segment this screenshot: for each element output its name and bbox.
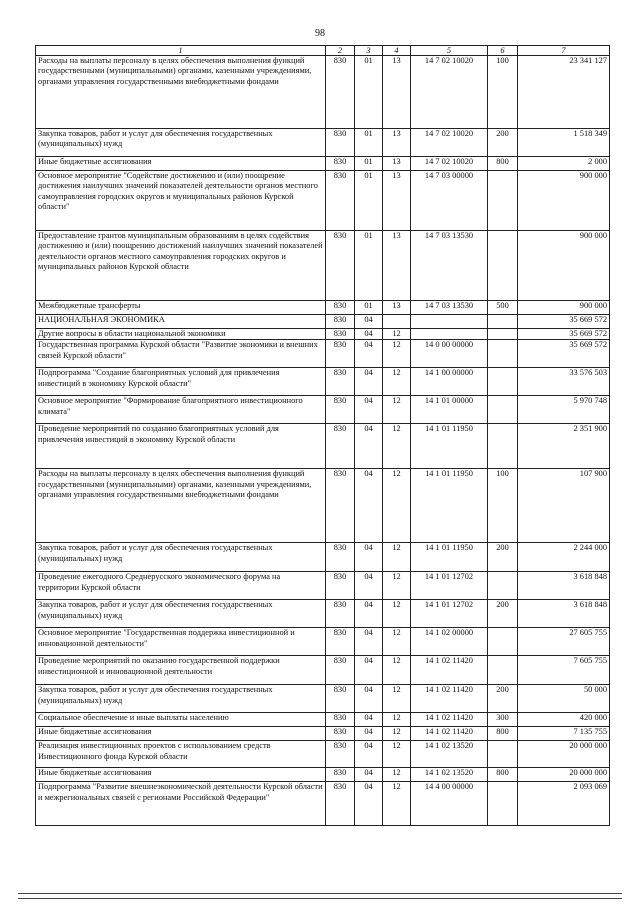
ministry-code-cell: 830: [326, 768, 355, 782]
target-code-cell: 14 1 02 13520: [411, 741, 488, 768]
section-code-cell: 04: [355, 782, 383, 826]
table-row: [36, 396, 610, 424]
row-name-cell: Иные бюджетные ассигнования: [36, 157, 326, 171]
row-name-cell: Расходы на выплаты персоналу в целях обеспечения выполнения функций государственными (муниципальными) органами, казенными учреждениями, органами управления государственными внебюджетными фондами: [36, 469, 326, 543]
row-name-cell: Закупка товаров, работ и услуг для обеспечения государственных (муниципальных) нужд: [36, 129, 326, 157]
subsection-code-cell: 12: [383, 600, 411, 628]
target-code-cell: 14 4 00 00000: [411, 782, 488, 826]
target-code-cell: [411, 315, 488, 329]
section-code-cell: 04: [355, 340, 383, 368]
header-cell: 5: [411, 46, 488, 56]
target-code-cell: 14 1 02 11420: [411, 656, 488, 685]
section-code-cell: 01: [355, 171, 383, 231]
row-name-cell: Предоставление грантов муниципальным образованиям в целях содействия достижению и (или) поощрению достижений наилучших значений показателей деятельности органов местного самоуправления городских округов и муниципальных районов Курской области: [36, 231, 326, 301]
amount-cell: 107 900: [518, 469, 610, 543]
header-cell: 6: [488, 46, 518, 56]
section-code-cell: 04: [355, 656, 383, 685]
table-row: [36, 628, 610, 656]
amount-cell: 35 669 572: [518, 329, 610, 340]
expense-type-cell: 800: [488, 727, 518, 741]
subsection-code-cell: 13: [383, 56, 411, 129]
ministry-code-cell: 830: [326, 727, 355, 741]
expense-type-cell: [488, 171, 518, 231]
row-name-cell: Иные бюджетные ассигнования: [36, 768, 326, 782]
subsection-code-cell: 13: [383, 129, 411, 157]
subsection-code-cell: 12: [383, 368, 411, 396]
budget-table: [35, 45, 610, 826]
target-code-cell: [411, 329, 488, 340]
table-row: [36, 741, 610, 768]
subsection-code-cell: 13: [383, 301, 411, 315]
expense-type-cell: [488, 782, 518, 826]
header-cell: 2: [326, 46, 355, 56]
subsection-code-cell: 13: [383, 157, 411, 171]
ministry-code-cell: 830: [326, 340, 355, 368]
ministry-code-cell: 830: [326, 56, 355, 129]
ministry-code-cell: 830: [326, 129, 355, 157]
row-name-cell: Закупка товаров, работ и услуг для обеспечения государственных (муниципальных) нужд: [36, 685, 326, 713]
header-cell: 7: [518, 46, 610, 56]
section-code-cell: 01: [355, 157, 383, 171]
table-row: [36, 171, 610, 231]
expense-type-cell: [488, 424, 518, 469]
ministry-code-cell: 830: [326, 685, 355, 713]
table-row: [36, 329, 610, 340]
target-code-cell: 14 1 00 00000: [411, 368, 488, 396]
target-code-cell: 14 1 01 00000: [411, 396, 488, 424]
expense-type-cell: [488, 315, 518, 329]
table-row: [36, 685, 610, 713]
section-code-cell: 01: [355, 301, 383, 315]
amount-cell: 35 669 572: [518, 315, 610, 329]
row-name-cell: Иные бюджетные ассигнования: [36, 727, 326, 741]
expense-type-cell: 200: [488, 543, 518, 572]
subsection-code-cell: [383, 315, 411, 329]
table-row: [36, 129, 610, 157]
section-code-cell: 04: [355, 768, 383, 782]
target-code-cell: 14 1 02 13520: [411, 768, 488, 782]
table-row: [36, 157, 610, 171]
section-code-cell: 04: [355, 628, 383, 656]
table-row: [36, 713, 610, 727]
expense-type-cell: [488, 340, 518, 368]
amount-cell: 20 000 000: [518, 741, 610, 768]
table-row: [36, 231, 610, 301]
target-code-cell: 14 1 02 00000: [411, 628, 488, 656]
expense-type-cell: 300: [488, 713, 518, 727]
subsection-code-cell: 12: [383, 572, 411, 600]
expense-type-cell: [488, 572, 518, 600]
amount-cell: 23 341 127: [518, 56, 610, 129]
row-name-cell: Государственная программа Курской области "Развитие экономики и внешних связей Курской области": [36, 340, 326, 368]
subsection-code-cell: 12: [383, 727, 411, 741]
expense-type-cell: [488, 628, 518, 656]
amount-cell: 2 351 900: [518, 424, 610, 469]
subsection-code-cell: 12: [383, 741, 411, 768]
table-row: [36, 543, 610, 572]
table-row: [36, 368, 610, 396]
section-code-cell: 04: [355, 396, 383, 424]
expense-type-cell: 800: [488, 157, 518, 171]
amount-cell: 2 244 000: [518, 543, 610, 572]
expense-type-cell: 200: [488, 129, 518, 157]
row-name-cell: Подпрограмма "Развитие внешнеэкономической деятельности Курской области и межрегиональных связей с регионами Российской Федерации": [36, 782, 326, 826]
amount-cell: 35 669 572: [518, 340, 610, 368]
ministry-code-cell: 830: [326, 315, 355, 329]
row-name-cell: Другие вопросы в области национальной экономики: [36, 329, 326, 340]
ministry-code-cell: 830: [326, 656, 355, 685]
expense-type-cell: 500: [488, 301, 518, 315]
target-code-cell: 14 0 00 00000: [411, 340, 488, 368]
ministry-code-cell: 830: [326, 368, 355, 396]
target-code-cell: 14 1 02 11420: [411, 727, 488, 741]
section-code-cell: 01: [355, 231, 383, 301]
subsection-code-cell: 12: [383, 685, 411, 713]
section-code-cell: 01: [355, 56, 383, 129]
amount-cell: 900 000: [518, 231, 610, 301]
subsection-code-cell: 13: [383, 231, 411, 301]
table-row: [36, 768, 610, 782]
section-code-cell: 04: [355, 329, 383, 340]
section-code-cell: 04: [355, 315, 383, 329]
section-code-cell: 04: [355, 368, 383, 396]
ministry-code-cell: 830: [326, 782, 355, 826]
amount-cell: 3 618 848: [518, 600, 610, 628]
target-code-cell: 14 7 03 00000: [411, 171, 488, 231]
table-row: [36, 469, 610, 543]
target-code-cell: 14 1 02 11420: [411, 685, 488, 713]
expense-type-cell: [488, 231, 518, 301]
target-code-cell: 14 1 01 11950: [411, 469, 488, 543]
target-code-cell: 14 1 01 11950: [411, 424, 488, 469]
row-name-cell: Проведение мероприятий по оказанию государственной поддержки инвестиционной и инновационной деятельности: [36, 656, 326, 685]
section-code-cell: 04: [355, 572, 383, 600]
row-name-cell: Основное мероприятие "Формирование благоприятного инвестиционного климата": [36, 396, 326, 424]
table-row: [36, 782, 610, 826]
row-name-cell: НАЦИОНАЛЬНАЯ ЭКОНОМИКА: [36, 315, 326, 329]
table-row: [36, 315, 610, 329]
subsection-code-cell: 12: [383, 656, 411, 685]
subsection-code-cell: 12: [383, 424, 411, 469]
ministry-code-cell: 830: [326, 396, 355, 424]
section-code-cell: 04: [355, 600, 383, 628]
ministry-code-cell: 830: [326, 600, 355, 628]
expense-type-cell: [488, 368, 518, 396]
ministry-code-cell: 830: [326, 713, 355, 727]
amount-cell: 900 000: [518, 301, 610, 315]
row-name-cell: Основное мероприятие "Содействие достижению и (или) поощрение достижения наилучших значений показателей деятельности органов местного самоуправления городских округов и муниципальных районов Курской области": [36, 171, 326, 231]
header-cell: 4: [383, 46, 411, 56]
target-code-cell: 14 7 02 10020: [411, 129, 488, 157]
target-code-cell: 14 1 01 12702: [411, 572, 488, 600]
table-row: [36, 340, 610, 368]
amount-cell: 7 605 755: [518, 656, 610, 685]
amount-cell: 5 970 748: [518, 396, 610, 424]
subsection-code-cell: 12: [383, 329, 411, 340]
section-code-cell: 04: [355, 424, 383, 469]
ministry-code-cell: 830: [326, 171, 355, 231]
row-name-cell: Закупка товаров, работ и услуг для обеспечения государственных (муниципальных) нужд: [36, 543, 326, 572]
amount-cell: 20 000 000: [518, 768, 610, 782]
row-name-cell: Межбюджетные трансферты: [36, 301, 326, 315]
subsection-code-cell: 13: [383, 171, 411, 231]
amount-cell: 7 135 755: [518, 727, 610, 741]
row-name-cell: Закупка товаров, работ и услуг для обеспечения государственных (муниципальных) нужд: [36, 600, 326, 628]
expense-type-cell: 200: [488, 685, 518, 713]
target-code-cell: 14 1 02 11420: [411, 713, 488, 727]
amount-cell: 2 000: [518, 157, 610, 171]
ministry-code-cell: 830: [326, 628, 355, 656]
row-name-cell: Основное мероприятие "Государственная поддержка инвестиционной и инновационной деятельности": [36, 628, 326, 656]
table-row: [36, 572, 610, 600]
subsection-code-cell: 12: [383, 713, 411, 727]
table-row: [36, 656, 610, 685]
section-code-cell: 04: [355, 741, 383, 768]
header-cell: 3: [355, 46, 383, 56]
section-code-cell: 04: [355, 469, 383, 543]
page-number: 98: [315, 28, 325, 39]
ministry-code-cell: 830: [326, 469, 355, 543]
expense-type-cell: 100: [488, 469, 518, 543]
table-row: [36, 727, 610, 741]
header-cell: 1: [36, 46, 326, 56]
target-code-cell: 14 7 03 13530: [411, 301, 488, 315]
section-code-cell: 04: [355, 713, 383, 727]
expense-type-cell: [488, 656, 518, 685]
subsection-code-cell: 12: [383, 469, 411, 543]
target-code-cell: 14 7 02 10020: [411, 56, 488, 129]
ministry-code-cell: 830: [326, 301, 355, 315]
target-code-cell: 14 7 02 10020: [411, 157, 488, 171]
amount-cell: 33 576 503: [518, 368, 610, 396]
amount-cell: 2 093 069: [518, 782, 610, 826]
ministry-code-cell: 830: [326, 543, 355, 572]
subsection-code-cell: 12: [383, 628, 411, 656]
amount-cell: 3 618 848: [518, 572, 610, 600]
amount-cell: 420 000: [518, 713, 610, 727]
amount-cell: 900 000: [518, 171, 610, 231]
amount-cell: 1 518 349: [518, 129, 610, 157]
expense-type-cell: 100: [488, 56, 518, 129]
expense-type-cell: 200: [488, 600, 518, 628]
row-name-cell: Проведение мероприятий по созданию благоприятных условий для привлечения инвестиций в экономику Курской области: [36, 424, 326, 469]
ministry-code-cell: 830: [326, 231, 355, 301]
subsection-code-cell: 12: [383, 543, 411, 572]
section-code-cell: 04: [355, 543, 383, 572]
table-row: [36, 424, 610, 469]
row-name-cell: Социальное обеспечение и иные выплаты населению: [36, 713, 326, 727]
ministry-code-cell: 830: [326, 572, 355, 600]
expense-type-cell: 800: [488, 768, 518, 782]
section-code-cell: 04: [355, 727, 383, 741]
target-code-cell: 14 1 01 11950: [411, 543, 488, 572]
ministry-code-cell: 830: [326, 424, 355, 469]
ministry-code-cell: 830: [326, 157, 355, 171]
expense-type-cell: [488, 396, 518, 424]
amount-cell: 27 605 755: [518, 628, 610, 656]
row-name-cell: Расходы на выплаты персоналу в целях обеспечения выполнения функций государственными (муниципальными) органами, казенными учреждениями, органами управления государственными внебюджетными фондами: [36, 56, 326, 129]
target-code-cell: 14 7 03 13530: [411, 231, 488, 301]
section-code-cell: 04: [355, 685, 383, 713]
ministry-code-cell: 830: [326, 329, 355, 340]
table-row: [36, 301, 610, 315]
bottom-rule: [18, 898, 622, 899]
amount-cell: 50 000: [518, 685, 610, 713]
subsection-code-cell: 12: [383, 396, 411, 424]
expense-type-cell: [488, 329, 518, 340]
row-name-cell: Проведение ежегодного Среднерусского экономического форума на территории Курской области: [36, 572, 326, 600]
row-name-cell: Подпрограмма "Создание благоприятных условий для привлечения инвестиций в экономику Курской области": [36, 368, 326, 396]
bottom-rule: [18, 893, 622, 894]
expense-type-cell: [488, 741, 518, 768]
table-header-row: [36, 46, 610, 56]
row-name-cell: Реализация инвестиционных проектов с использованием средств Инвестиционного фонда Курской области: [36, 741, 326, 768]
table-row: [36, 600, 610, 628]
subsection-code-cell: 12: [383, 768, 411, 782]
table-row: [36, 56, 610, 129]
target-code-cell: 14 1 01 12702: [411, 600, 488, 628]
ministry-code-cell: 830: [326, 741, 355, 768]
subsection-code-cell: 12: [383, 340, 411, 368]
subsection-code-cell: 12: [383, 782, 411, 826]
section-code-cell: 01: [355, 129, 383, 157]
